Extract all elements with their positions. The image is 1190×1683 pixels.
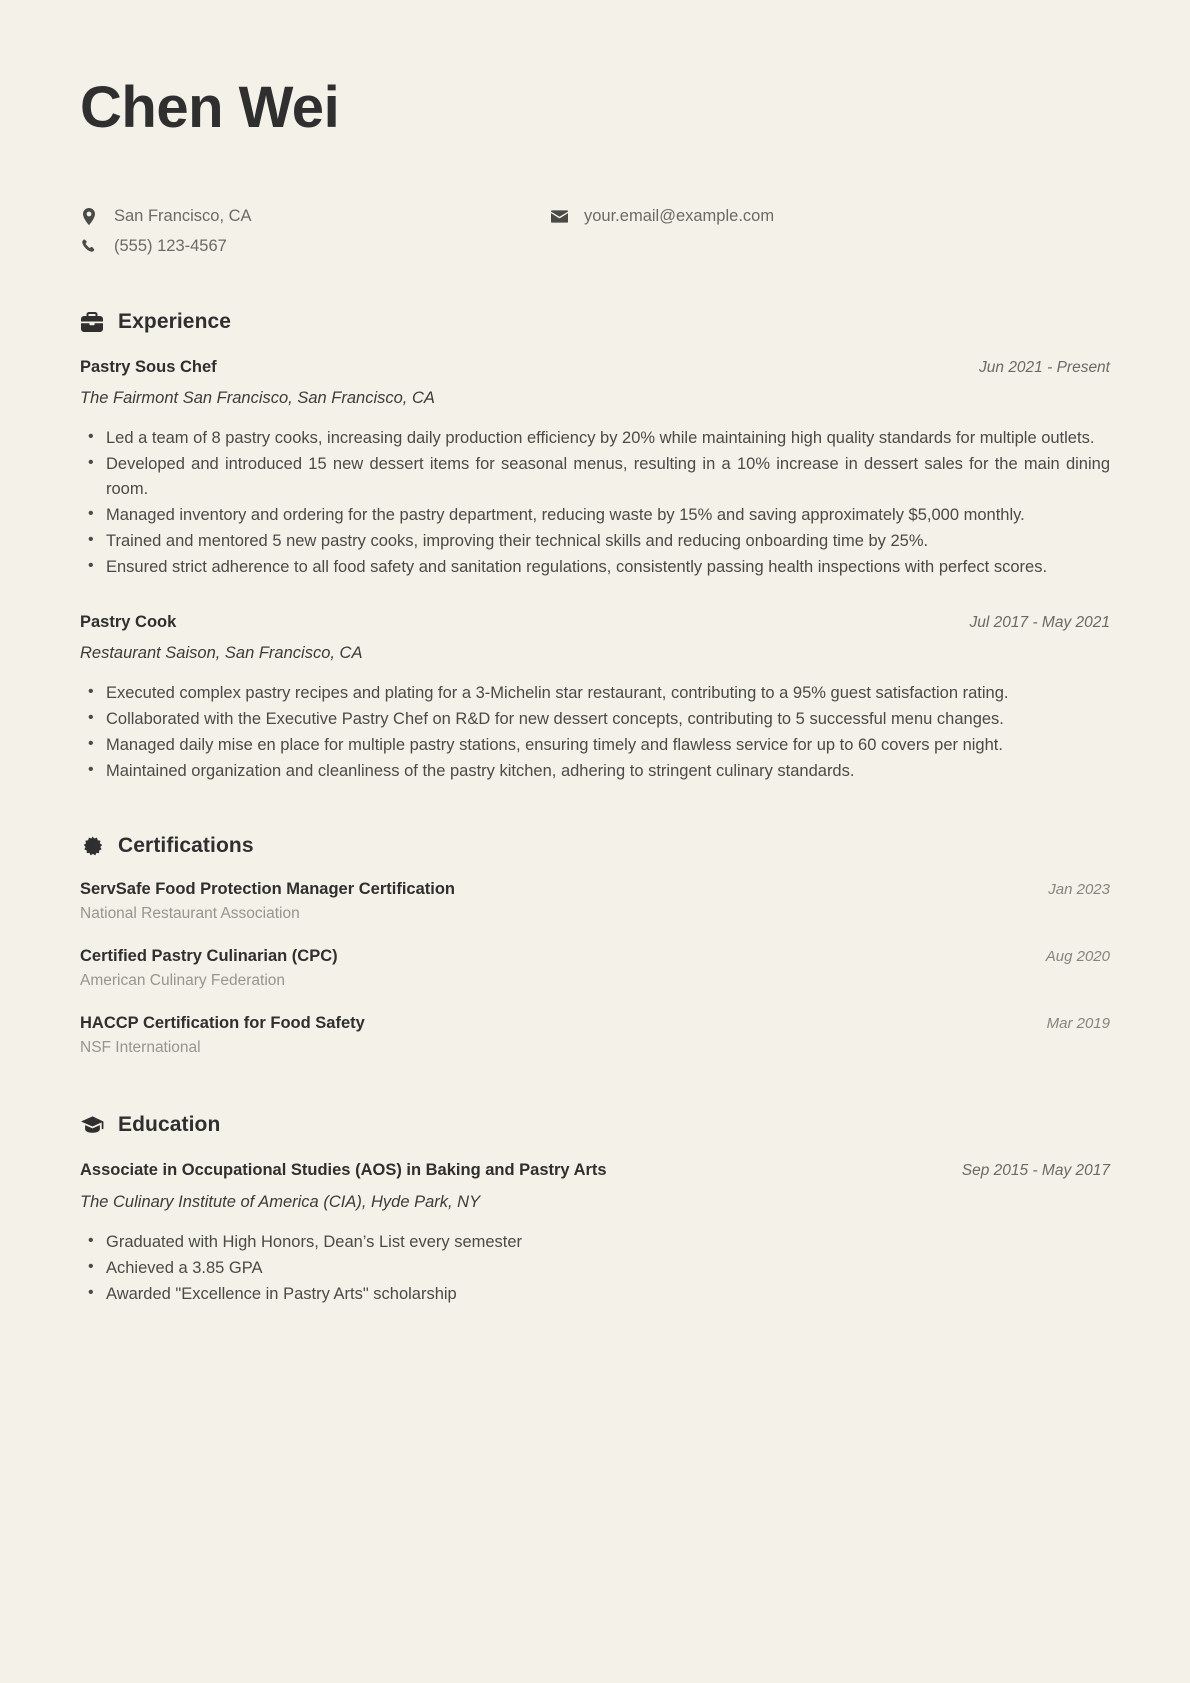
envelope-icon (550, 210, 568, 223)
contact-phone (80, 233, 550, 259)
certification-issuer: National Restaurant Association (80, 905, 300, 923)
list-item: • Ensured strict adherence to all food safety and sanitation regulations, consistently passing health inspections with perfect scores. (80, 555, 1110, 580)
education-bullets (80, 1230, 1110, 1307)
contact-column-right (550, 203, 774, 229)
list-item: • Developed and introduced 15 new dessert items for seasonal menus, resulting in a 10% increase in dessert sales for the main dining room. (80, 452, 1110, 502)
contact-location (80, 203, 550, 229)
certification-item (80, 1014, 1110, 1057)
section-header-education (80, 1113, 1110, 1137)
certification-issuer: American Culinary Federation (80, 972, 286, 990)
list-item: • Managed daily mise en place for multiple pastry stations, ensuring timely and flawless service for up to 60 covers per night. (80, 733, 1110, 758)
school-name: The Culinary Institute of America (CIA), Hyde Park, NY (80, 1192, 481, 1211)
certification-date: Aug 2020 (1045, 948, 1110, 966)
experience-entry (80, 611, 1110, 785)
certification-name: HACCP Certification for Food Safety (80, 1014, 365, 1033)
certification-item (80, 947, 1110, 990)
list-item: • Trained and mentored 5 new pastry cooks, improving their technical skills and reducing onboarding time by 25%. (80, 529, 1110, 554)
list-item: • Executed complex pastry recipes and plating for a 3-Michelin star restaurant, contributing to a 95% guest satisfaction rating. (80, 681, 1110, 706)
experience-entry (80, 356, 1110, 581)
page-title: Chen Wei (80, 75, 340, 140)
contact-email (550, 203, 774, 229)
certification-name: ServSafe Food Protection Manager Certification (80, 880, 455, 899)
contact-column-left (80, 203, 550, 260)
badge-starburst-icon (80, 834, 104, 858)
list-item: • Led a team of 8 pastry cooks, increasing daily production efficiency by 20% while maintaining high quality standards for multiple outlets. (80, 426, 1110, 451)
list-item: • Achieved a 3.85 GPA (80, 1256, 1110, 1281)
list-item: • Awarded "Excellence in Pastry Arts" scholarship (80, 1282, 1110, 1307)
job-date: Jul 2017 - May 2021 (969, 613, 1110, 631)
education-entry-header (80, 1159, 1110, 1181)
job-bullets (80, 681, 1110, 784)
phone-icon (80, 239, 98, 254)
experience-entry-header (80, 611, 1110, 633)
section-education (80, 1113, 1110, 1307)
list-item: • Managed inventory and ordering for the pastry department, reducing waste by 15% and saving approximately $5,000 monthly. (80, 503, 1110, 528)
section-title-certifications: Certifications (118, 834, 254, 858)
certification-name: Certified Pastry Culinarian (CPC) (80, 947, 338, 966)
location-pin-icon (80, 208, 98, 225)
briefcase-icon (80, 310, 104, 334)
section-title-education: Education (118, 1113, 221, 1137)
education-entry (80, 1159, 1110, 1307)
job-company: Restaurant Saison, San Francisco, CA (80, 643, 363, 662)
certification-date: Jan 2023 (1048, 881, 1110, 899)
section-header-experience (80, 310, 1110, 334)
degree-title: Associate in Occupational Studies (AOS) in Baking and Pastry Arts (80, 1161, 607, 1180)
certification-header (80, 880, 1110, 899)
job-title: Pastry Cook (80, 612, 177, 631)
section-experience (80, 310, 1110, 785)
section-header-certifications (80, 834, 1110, 858)
certification-item (80, 880, 1110, 923)
section-certifications (80, 834, 1110, 1057)
list-item: • Graduated with High Honors, Dean’s List every semester (80, 1230, 1110, 1255)
contact-location-text: San Francisco, CA (114, 206, 252, 225)
job-bullets (80, 426, 1110, 580)
job-title: Pastry Sous Chef (80, 357, 217, 376)
list-item: • Maintained organization and cleanliness of the pastry kitchen, adhering to stringent culinary standards. (80, 759, 1110, 784)
experience-entry-header (80, 356, 1110, 378)
graduation-cap-icon (80, 1113, 104, 1137)
degree-date: Sep 2015 - May 2017 (961, 1162, 1110, 1180)
contact-email-text: your.email@example.com (584, 206, 775, 225)
certification-date: Mar 2019 (1046, 1015, 1110, 1033)
certification-header (80, 1014, 1110, 1033)
certification-header (80, 947, 1110, 966)
contact-phone-text: (555) 123-4567 (114, 237, 227, 256)
job-company: The Fairmont San Francisco, San Francisco, CA (80, 389, 435, 407)
section-title-experience: Experience (118, 309, 232, 333)
contact-info (80, 203, 1110, 260)
certification-issuer: NSF International (80, 1039, 201, 1057)
list-item: • Collaborated with the Executive Pastry Chef on R&D for new dessert concepts, contributing to 5 successful menu changes. (80, 707, 1110, 732)
job-date: Jun 2021 - Present (979, 358, 1110, 376)
